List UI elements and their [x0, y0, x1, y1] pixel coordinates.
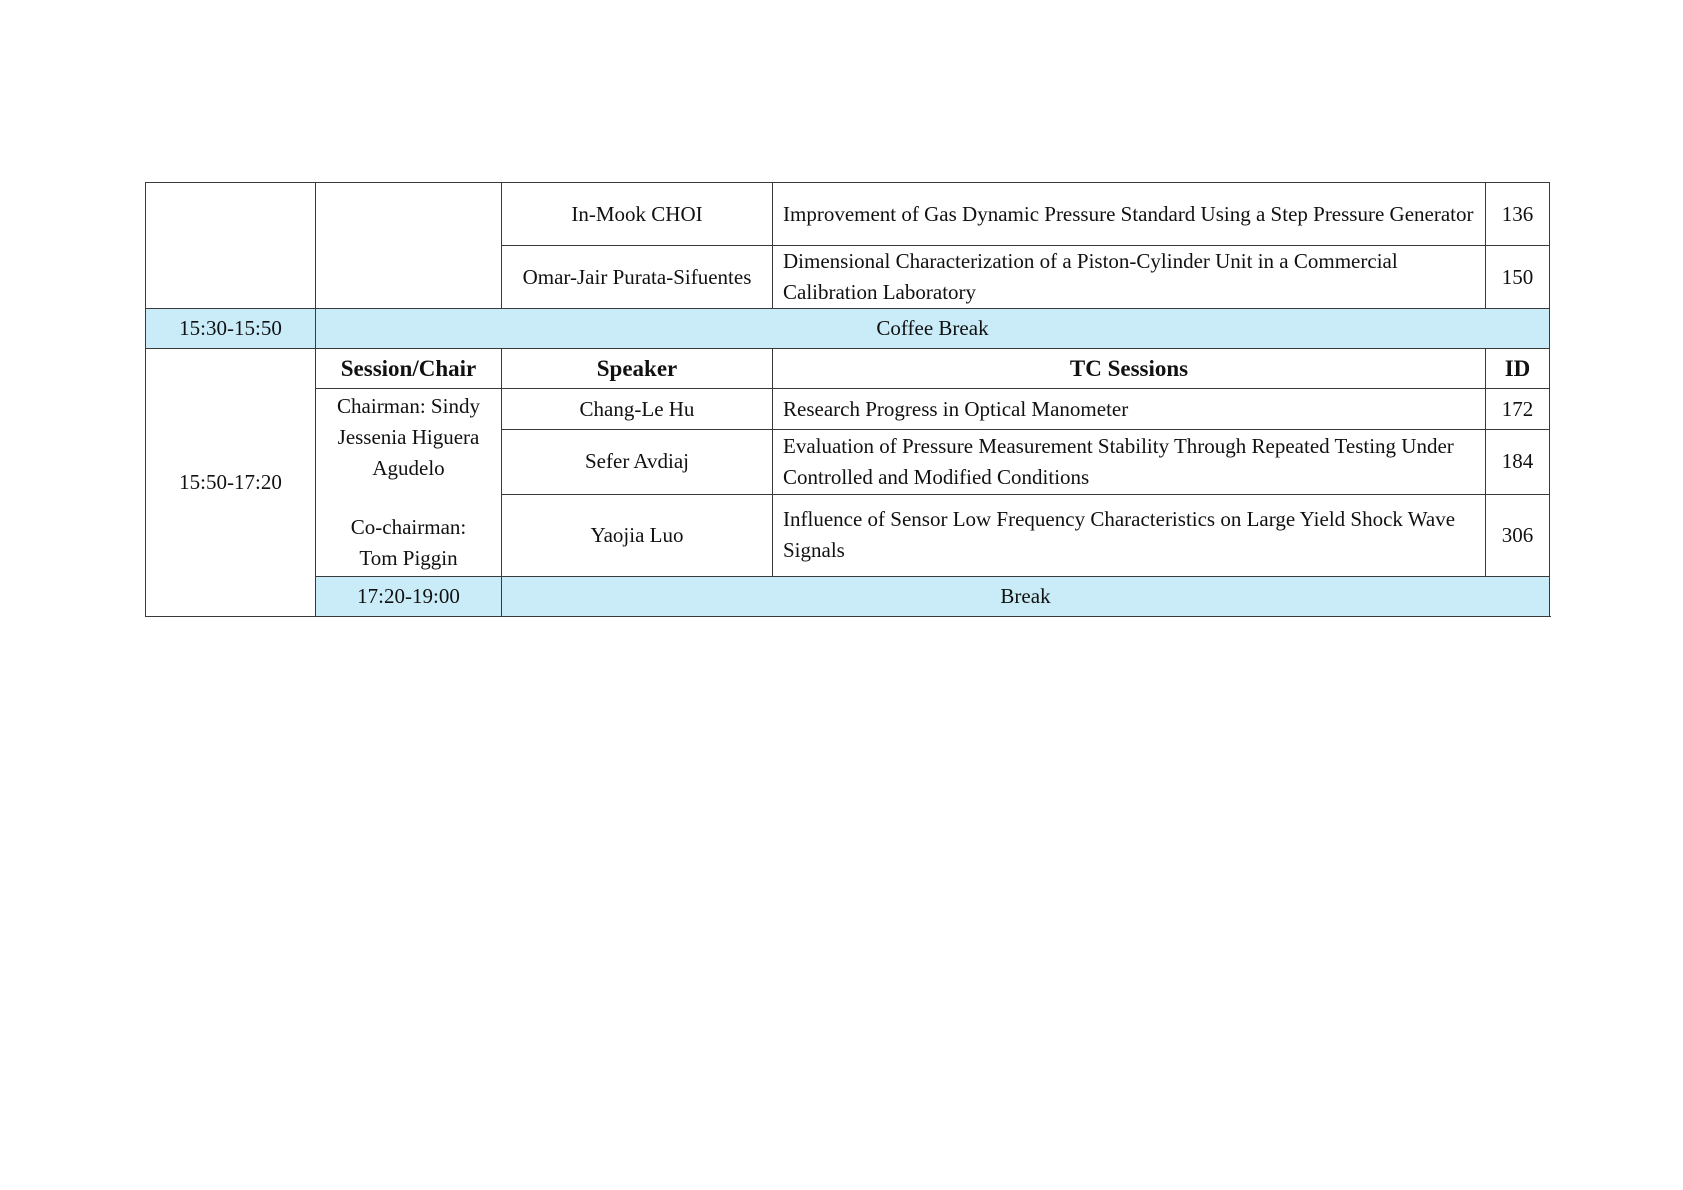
speaker-cell: Sefer Avdiaj — [502, 430, 773, 495]
paper-id-cell: 172 — [1486, 389, 1550, 430]
talk-title-cell: Improvement of Gas Dynamic Pressure Standard Using a Step Pressure Generator — [773, 183, 1486, 246]
speaker-cell: Chang-Le Hu — [502, 389, 773, 430]
header-id: ID — [1486, 349, 1550, 389]
talk-title-cell: Evaluation of Pressure Measurement Stability Through Repeated Testing Under Controlled and Modified Conditions — [773, 430, 1486, 495]
talk-title-cell: Research Progress in Optical Manometer — [773, 389, 1486, 430]
chairman-name: Chairman: Sindy Jessenia Higuera Agudelo — [337, 394, 480, 480]
speaker-cell: Omar-Jair Purata-Sifuentes — [502, 246, 773, 309]
speaker-cell: In-Mook CHOI — [502, 183, 773, 246]
paper-id-cell: 150 — [1486, 246, 1550, 309]
coffee-break-time: 15:30-15:50 — [146, 309, 316, 349]
paper-id-cell: 136 — [1486, 183, 1550, 246]
final-break-label: Break — [502, 577, 1550, 617]
co-chairman-name: Co-chairman: Tom Piggin — [350, 515, 467, 570]
session-chair-cell — [316, 389, 502, 577]
speaker-cell: Yaojia Luo — [502, 494, 773, 576]
header-session-chair: Session/Chair — [316, 349, 502, 389]
time-cell-empty — [146, 183, 316, 309]
table-row — [146, 389, 1550, 430]
header-speaker: Speaker — [502, 349, 773, 389]
session-header-row — [146, 349, 1550, 389]
talk-title-cell: Dimensional Characterization of a Piston-Cylinder Unit in a Commercial Calibration Laboratory — [773, 246, 1486, 309]
final-break-time: 17:20-19:00 — [316, 577, 502, 617]
coffee-break-row — [146, 309, 1550, 349]
session-chair-cell-empty — [316, 183, 502, 309]
talk-title-cell: Influence of Sensor Low Frequency Characteristics on Large Yield Shock Wave Signals — [773, 494, 1486, 576]
session-time-cell: 15:50-17:20 — [146, 349, 316, 617]
paper-id-cell: 184 — [1486, 430, 1550, 495]
final-break-row — [146, 577, 1550, 617]
schedule-table — [145, 182, 1550, 617]
coffee-break-label: Coffee Break — [316, 309, 1550, 349]
table-row — [146, 183, 1550, 246]
header-tc-sessions: TC Sessions — [773, 349, 1486, 389]
paper-id-cell: 306 — [1486, 494, 1550, 576]
